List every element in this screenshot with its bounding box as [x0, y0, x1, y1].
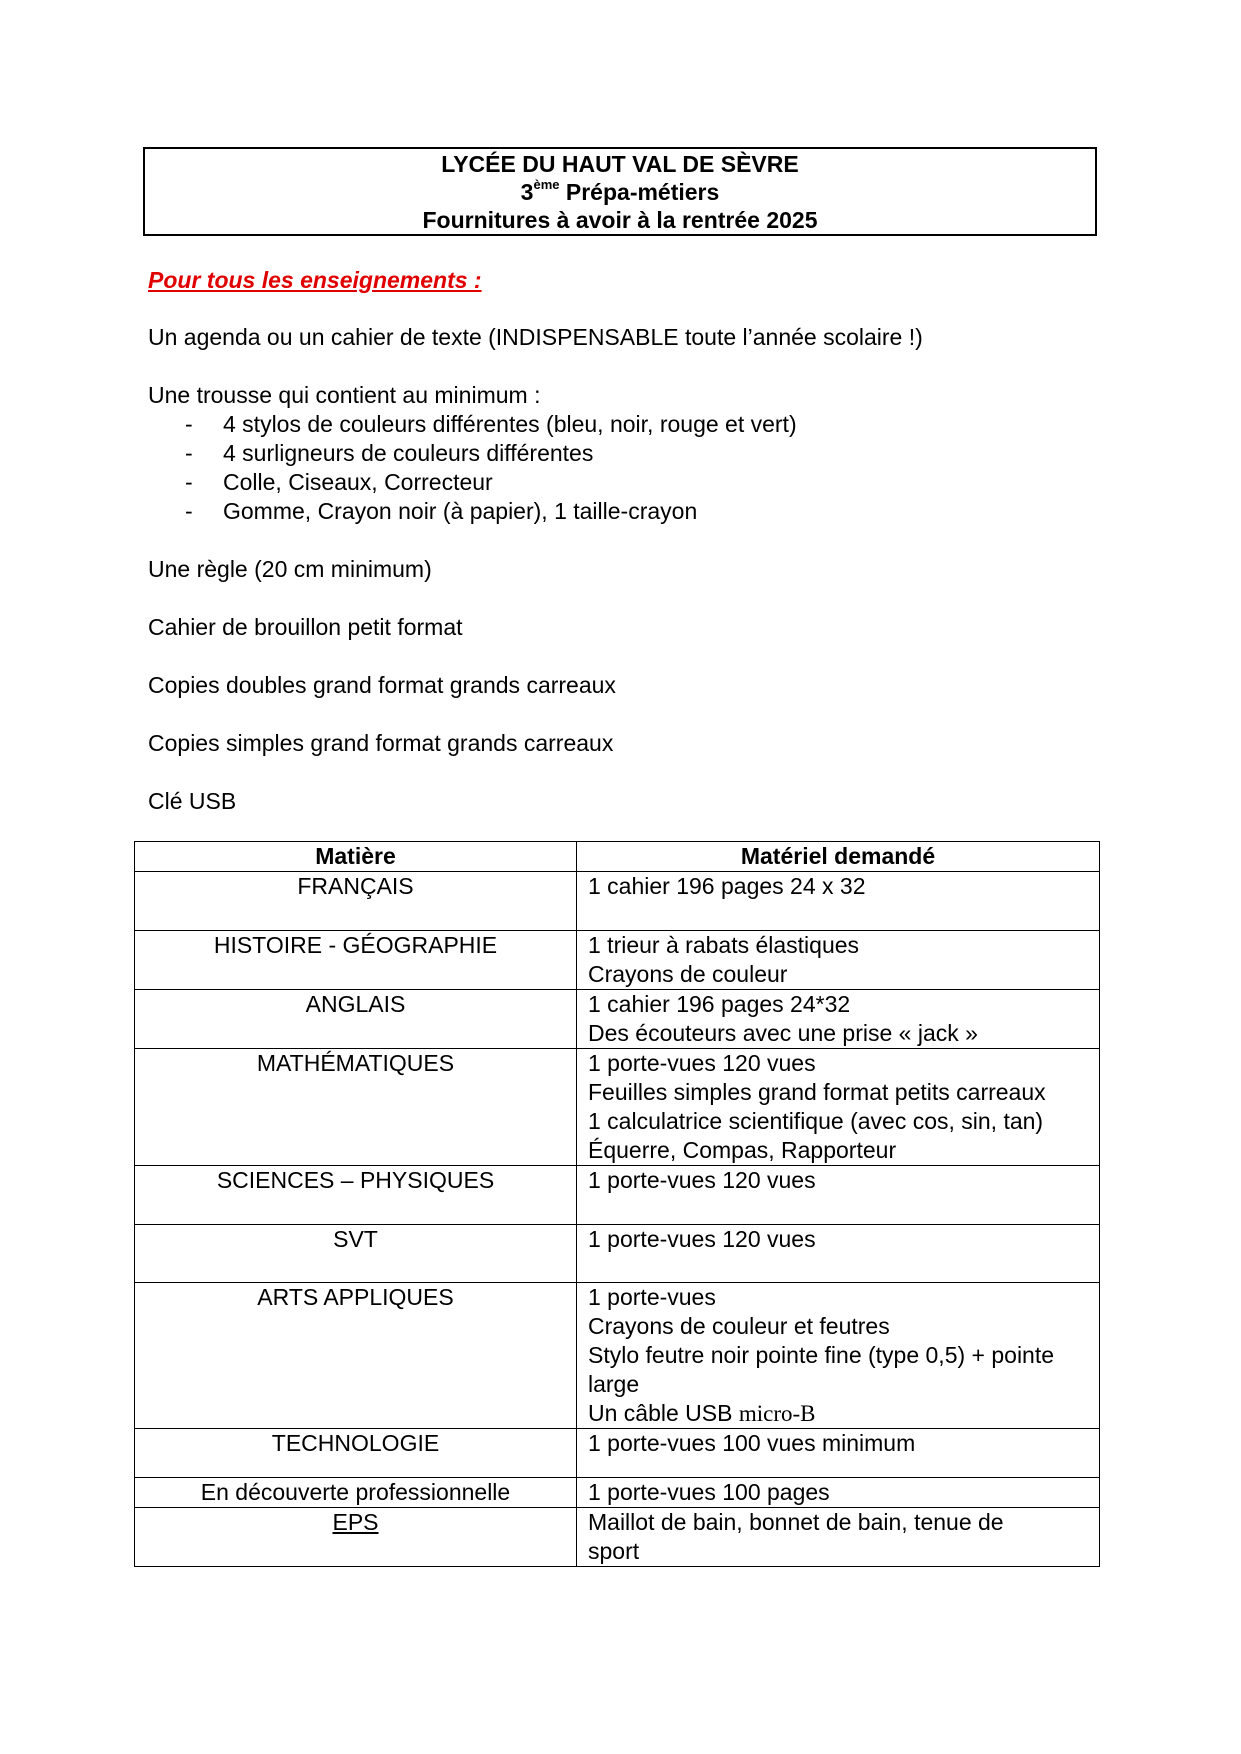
material-line: 1 cahier 196 pages 24*32 [588, 991, 851, 1017]
table-row [135, 1166, 1100, 1225]
material-line: Maillot de bain, bonnet de bain, tenue de sport [588, 1509, 1004, 1564]
table-row [135, 1508, 1100, 1567]
material-line: 1 porte-vues [588, 1284, 716, 1310]
subject-cell [135, 1508, 577, 1567]
table-row [135, 1478, 1100, 1508]
table-row [135, 1283, 1100, 1429]
table-row [135, 931, 1100, 990]
grade-rest: Prépa-métiers [559, 178, 720, 205]
subject-cell: SCIENCES – PHYSIQUES [135, 1166, 577, 1225]
material-line: 1 calculatrice scientifique (avec cos, sin, tan) [588, 1108, 1044, 1134]
copies-doubles-line: Copies doubles grand format grands carreaux [148, 672, 616, 698]
material-line: Équerre, Compas, Rapporteur [588, 1137, 897, 1163]
agenda-line: Un agenda ou un cahier de texte (INDISPENSABLE toute l’année scolaire !) [148, 324, 923, 350]
subject-cell: SVT [135, 1225, 577, 1283]
school-name: LYCÉE DU HAUT VAL DE SÈVRE [441, 150, 799, 177]
list-item [148, 410, 1108, 439]
material-cell [577, 1429, 1100, 1478]
header-subtitle: Fournitures à avoir à la rentrée 2025 [422, 206, 818, 233]
material-cell [577, 1508, 1100, 1567]
material-line: Feuilles simples grand format petits carreaux [588, 1079, 1046, 1105]
section-title: Pour tous les enseignements : [148, 267, 482, 293]
brouillon-line: Cahier de brouillon petit format [148, 614, 463, 640]
subject-cell: HISTOIRE - GÉOGRAPHIE [135, 931, 577, 990]
material-line: Des écouteurs avec une prise « jack » [588, 1020, 978, 1046]
list-item-text: Colle, Ciseaux, Correcteur [223, 469, 493, 495]
column-header-subject: Matière [135, 842, 577, 872]
supplies-table [134, 841, 1100, 1567]
list-item-text: Gomme, Crayon noir (à papier), 1 taille-crayon [223, 498, 698, 524]
material-line: 1 porte-vues 100 pages [588, 1479, 830, 1505]
material-cell [577, 1049, 1100, 1166]
subject-cell: FRANÇAIS [135, 872, 577, 931]
table-row [135, 990, 1100, 1049]
subject-cell: MATHÉMATIQUES [135, 1049, 577, 1166]
table-header-row [135, 842, 1100, 872]
subject-cell: ARTS APPLIQUES [135, 1283, 577, 1429]
material-line: 1 cahier 196 pages 24 x 32 [588, 873, 866, 899]
material-text: Un câble USB [588, 1400, 739, 1426]
subject-cell: En découverte professionnelle [135, 1478, 577, 1508]
material-line: 1 trieur à rabats élastiques [588, 932, 860, 958]
material-cell [577, 1166, 1100, 1225]
regle-line: Une règle (20 cm minimum) [148, 556, 432, 582]
cle-usb-line: Clé USB [148, 788, 237, 814]
material-line: Stylo feutre noir pointe fine (type 0,5) + pointe large [588, 1342, 1055, 1397]
table-row [135, 1429, 1100, 1478]
subject-cell: TECHNOLOGIE [135, 1429, 577, 1478]
grade-title [521, 178, 720, 206]
material-line: 1 porte-vues 120 vues [588, 1167, 816, 1193]
dash-bullet: - [185, 498, 193, 524]
material-line: 1 porte-vues 100 vues minimum [588, 1430, 916, 1456]
material-line: Crayons de couleur [588, 961, 788, 987]
material-cell [577, 1283, 1100, 1429]
trousse-line: Une trousse qui contient au minimum : [148, 382, 541, 408]
dash-bullet: - [185, 469, 193, 495]
list-item [148, 497, 1108, 526]
dash-bullet: - [185, 411, 193, 437]
material-line: Crayons de couleur et feutres [588, 1313, 890, 1339]
dash-bullet: - [185, 440, 193, 466]
material-cell [577, 931, 1100, 990]
material-cell [577, 872, 1100, 931]
column-header-material: Matériel demandé [577, 842, 1100, 872]
list-item [148, 439, 1108, 468]
material-line: 1 porte-vues 120 vues [588, 1226, 816, 1252]
grade-superscript: ème [533, 176, 560, 192]
material-text-serif: micro-B [738, 1401, 816, 1426]
table-row [135, 1225, 1100, 1283]
copies-simples-line: Copies simples grand format grands carreaux [148, 730, 614, 756]
table-row [135, 872, 1100, 931]
header-box [143, 147, 1097, 236]
table-row [135, 1049, 1100, 1166]
material-cell [577, 1478, 1100, 1508]
list-item [148, 468, 1108, 497]
material-line: 1 porte-vues 120 vues [588, 1050, 816, 1076]
material-cell [577, 990, 1100, 1049]
grade-number: 3 [520, 178, 534, 205]
trousse-list [148, 410, 1108, 526]
eps-subject-link: EPS [332, 1509, 379, 1535]
list-item-text: 4 surligneurs de couleurs différentes [223, 440, 594, 466]
subject-cell: ANGLAIS [135, 990, 577, 1049]
general-supplies [148, 323, 1108, 845]
material-cell [577, 1225, 1100, 1283]
material-line [588, 1399, 1099, 1428]
list-item-text: 4 stylos de couleurs différentes (bleu, noir, rouge et vert) [223, 411, 797, 437]
